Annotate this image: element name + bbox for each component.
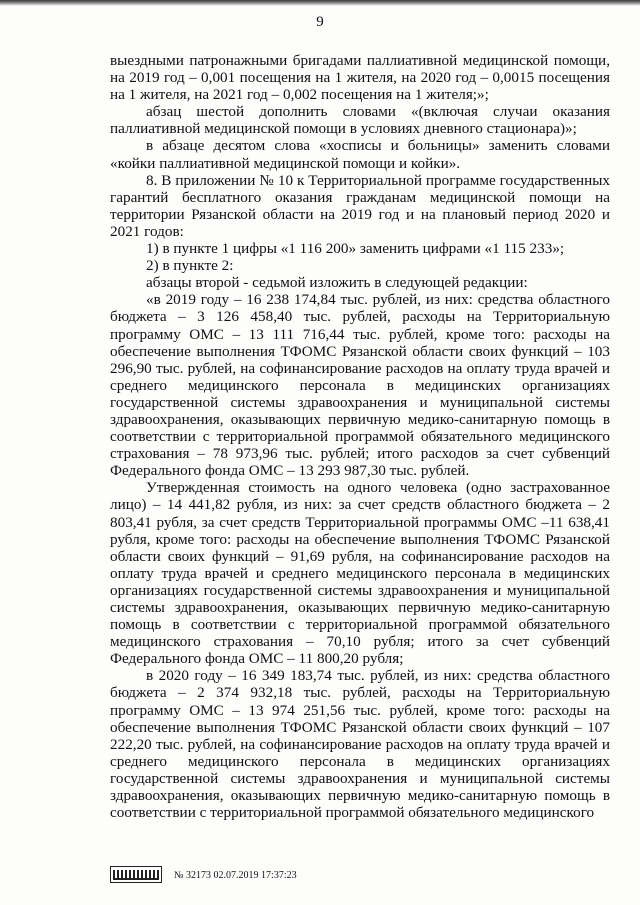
page-number: 9 — [316, 14, 324, 30]
scan-edge-shadow — [0, 0, 640, 6]
paragraph: 2) в пункте 2: — [146, 257, 234, 275]
paragraph: выездными патронажными бригадами паллиативной медицинской помощи, на 2019 год – 0,001 посещения на 1 жителя, на 2020 год – 0,0015 посещения на 1 жителя, на 2021 год – 0,002 посещения на 1 жителя;»; — [110, 52, 610, 104]
paragraph: 1) в пункте 1 цифры «1 116 200» заменить цифрами «1 115 233»; — [146, 240, 565, 258]
paragraph: «в 2019 году – 16 238 174,84 тыс. рублей, из них: средства областного бюджета – 3 126 458,40 тыс. рублей, расходы на Территориальную программу ОМС – 13 111 716,44 тыс. рублей, кроме того: расходы на обеспечение выполнения ТФОМС Рязанской области своих функций – 103 296,90 тыс. рублей, на софинансирование расходов на оплату труда врачей и среднего медицинского персонала в медицинских организациях государственной системы здравоохранения и муниципальной системы здравоохранения, оказывающих первичную медико-санитарную помощь в соответствии с территориальной программой обязательного медицинского страхования – 78 973,96 тыс. рублей; итого расходов за счет субвенций Федерального фонда ОМС – 13 293 987,30 тыс. рублей. — [110, 291, 610, 480]
paragraph: Утвержденная стоимость на одного человека (одно застрахованное лицо) – 14 441,82 рубля, из них: за счет средств областного бюджета – 2 803,41 рубля, за счет средств Территориальной программы ОМС –11 638,41 рубля, кроме того: расходы на обеспечение выполнения ТФОМС Рязанской области своих функций – 91,69 рубля, на софинансирование расходов на оплату труда врачей и среднего медицинского персонала в медицинских организациях государственной системы здравоохранения и муниципальной системы здравоохранения, оказывающих первичную медико-санитарную помощь в соответствии с территориальной программой обязательного медицинского страхования – 70,10 рубля; итого за счет субвенций Федерального фонда ОМС – 11 800,20 рубля; — [110, 479, 610, 668]
paragraph: абзац шестой дополнить словами «(включая случаи оказания паллиативной медицинской помощи в условиях дневного стационара)»; — [110, 103, 610, 138]
document-body — [110, 52, 610, 821]
registry-stamp-icon — [110, 866, 162, 883]
registration-number: № 32173 02.07.2019 17:37:23 — [174, 870, 297, 881]
document-footer — [110, 866, 610, 886]
paragraph: 8. В приложении № 10 к Территориальной программе государственных гарантий бесплатного оказания гражданам медицинской помощи на территории Рязанской области на 2019 год и на плановый период 2020 и 2021 годов: — [110, 171, 610, 240]
paragraph: в абзаце десятом слова «хосписы и больницы» заменить словами «койки паллиативной медицинской помощи и койки». — [110, 137, 610, 172]
paragraph: в 2020 году – 16 349 183,74 тыс. рублей, из них: средства областного бюджета – 2 374 932,18 тыс. рублей, расходы на Территориальную программу ОМС – 13 974 251,56 тыс. рублей, кроме того: расходы на обеспечение выполнения ТФОМС Рязанской области своих функций – 107 222,20 тыс. рублей, на софинансирование расходов на оплату труда врачей и среднего медицинского персонала в медицинских организациях государственной системы здравоохранения и муниципальной системы здравоохранения, оказывающих первичную медико-санитарную помощь в соответствии с территориальной программой обязательного медицинского — [110, 667, 610, 822]
paragraph: абзацы второй - седьмой изложить в следующей редакции: — [146, 274, 528, 292]
